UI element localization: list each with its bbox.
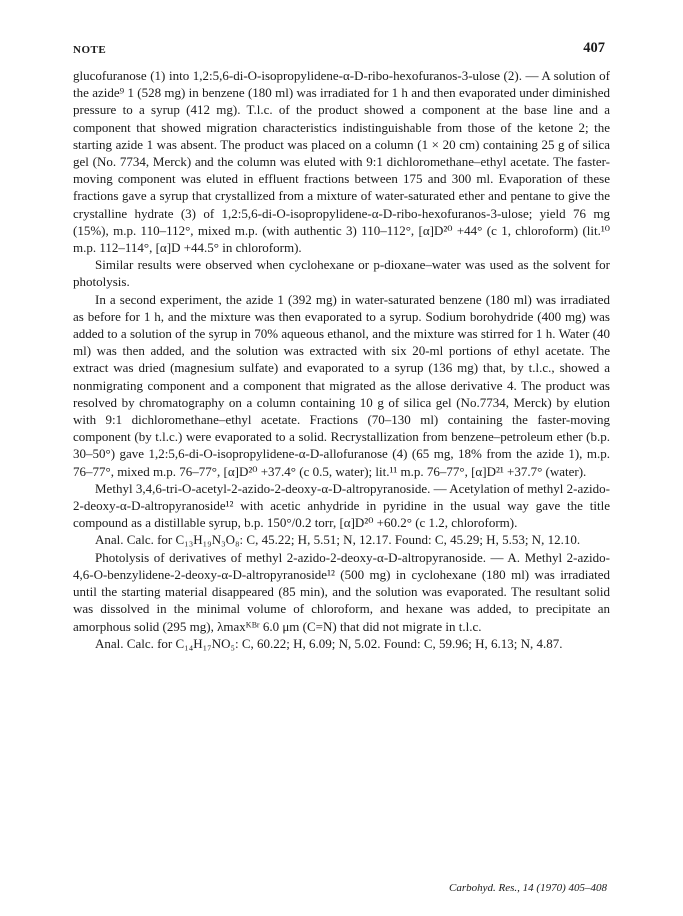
paragraph-7: Anal. Calc. for C₁₄H₁₇NO₅: C, 60.22; H, 6.09; N, 5.02. Found: C, 59.96; H, 6.13; N, 4.87. xyxy=(95,635,563,651)
journal-citation: Carbohyd. Res., 14 (1970) 405–408 xyxy=(449,882,607,894)
paragraph-1: glucofuranose (1) into 1,2:5,6-di-O-isopropylidene-α-D-ribo-hexofuranos-3-ulose (2). — A solution of the azide⁹ 1 (528 mg) in benzene (180 ml) was irradiated for 1 h and then evaporated under diminished pressure to a syrup (412 mg). T.l.c. of the product showed a component at the base line and a component that showed migration characteristics indistinguishable from those of the ketone 2; the starting azide 1 was absent. The product was placed on a column (1 × 20 cm) containing 25 g of silica gel (No. 7734, Merck) and the column was eluted with 9:1 dichloromethane–ethyl acetate. The faster-moving component was eluted in effluent fractions between 175 and 300 ml. Evaporation of these fractions gave a syrup that crystallized from a mixture of water-saturated ether and pentane to give the crystalline hydrate (3) of 1,2:5,6-di-O-isopropylidene-α-D-ribo-hexofuranos-3-ulose; yield 76 mg (15%), m.p. 110–112°, mixed m.p. (with authentic 3) 110–112°, [α]D²⁰ +44° (c 1, chloroform) (lit.¹⁰ m.p. 112–114°, [α]D +44.5° in chloroform). xyxy=(73,68,610,256)
paragraph-5: Anal. Calc. for C₁₃H₁₉N₃O₈: C, 45.22; H, 5.51; N, 12.17. Found: C, 45.29; H, 5.53; N, 12.10. xyxy=(95,532,581,548)
paragraph-4: Methyl 3,4,6-tri-O-acetyl-2-azido-2-deoxy-α-D-altropyranoside. — Acetylation of methyl 2-azido-2-deoxy-α-D-altropyranoside¹² with acetic anhydride in pyridine in the usual way gave the title compound as a distillable syrup, b.p. 150°/0.2 torr, [α]D²⁰ +60.2° (c 1.2, chloroform). xyxy=(73,480,610,531)
page-number: 407 xyxy=(583,40,605,56)
paragraph-6: Photolysis of derivatives of methyl 2-azido-2-deoxy-α-D-altropyranoside. — A. Methyl 2-azido-4,6-O-benzylidene-2-deoxy-α-D-altropyranoside¹² (500 mg) in cyclohexane (180 ml) was irradiated until the starting material disappeared (85 min), and the solution was evaporated. The resultant solid was dissolved in the minimal volume of chloroform, and hexane was added, to precipitate an amorphous solid (295 mg), λmaxᴷᴮʳ 6.0 μm (C=N) that did not migrate in t.l.c. xyxy=(73,549,610,634)
paragraph-2: Similar results were observed when cyclohexane or p-dioxane–water was used as the solvent for photolysis. xyxy=(73,257,610,290)
section-header: NOTE xyxy=(73,44,107,56)
paragraph-3: In a second experiment, the azide 1 (392 mg) in water-saturated benzene (180 ml) was irradiated as before for 1 h, and the mixture was then evaporated to a syrup. Sodium borohydride (400 mg) was added to a solution of the syrup in 70% aqueous ethanol, and the mixture was stirred for 1 h. Water (40 ml) was then added, and the solution was extracted with six 20-ml portions of ethyl acetate. The extract was dried (magnesium sulfate) and evaporated to a syrup (136 mg) that, by t.l.c., showed a nonmigrating component and a component that migrated as the allose derivative 4. The product was resolved by chromatography on a column containing 10 g of silica gel (No.7734, Merck) by elution with 9:1 dichloromethane–ethyl acetate. Fractions (70–130 ml) containing the faster-moving component (by t.l.c.) were evaporated to a solid. Recrystallization from benzene–petroleum ether (b.p. 30–50°) gave 1,2:5,6-di-O-isopropylidene-α-D-allofuranose (4) (65 mg, 18% from the azide 1), m.p. 76–77°, mixed m.p. 76–77°, [α]D²⁰ +37.4° (c 0.5, water); lit.¹¹ m.p. 76–77°, [α]D²¹ +37.7° (water). xyxy=(73,291,610,479)
article-body xyxy=(73,67,610,652)
